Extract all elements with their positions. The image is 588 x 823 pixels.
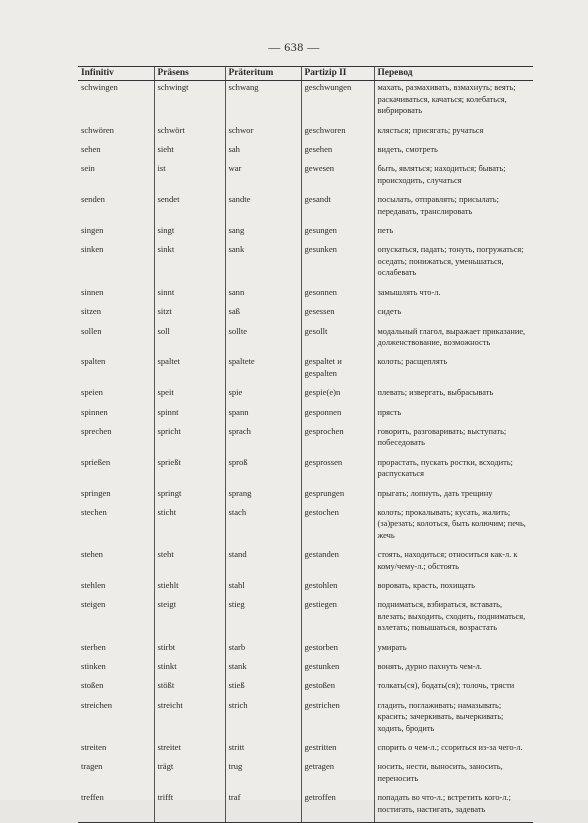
- praesens-cell: stirbt: [154, 641, 225, 660]
- translation-cell: клясться; присягать; ручаться: [374, 124, 533, 143]
- column-header-infinitiv: Infinitiv: [78, 67, 154, 81]
- partizip-cell: gestohlen: [301, 579, 374, 598]
- table-row: [78, 487, 533, 506]
- praesens-cell: schwingt: [154, 81, 225, 124]
- praeteritum-cell: trug: [225, 760, 301, 791]
- praeteritum-cell: spie: [225, 386, 301, 405]
- praeteritum-cell: strich: [225, 699, 301, 741]
- column-header-praesens: Präsens: [154, 67, 225, 81]
- infinitiv-cell: schwingen: [81, 82, 118, 93]
- translation-cell: умирать: [374, 641, 533, 660]
- praeteritum-cell: stach: [225, 506, 301, 548]
- table-row: [78, 243, 533, 285]
- praeteritum-cell: starb: [225, 641, 301, 660]
- table-row: [78, 425, 533, 456]
- infinitiv-cell: sein: [81, 163, 95, 174]
- translation-cell: толкать(ся), бодать(ся); толочь, трясти: [374, 679, 533, 698]
- partizip-cell: gestrichen: [301, 699, 374, 741]
- infinitiv-cell: tragen: [81, 761, 103, 772]
- infinitiv-cell: schwören: [81, 124, 114, 135]
- table-row: [78, 506, 533, 548]
- partizip-cell: gestanden: [301, 548, 374, 579]
- infinitiv-cell: stehen: [81, 549, 103, 560]
- infinitiv-cell: speien: [81, 387, 103, 398]
- translation-cell: прыгать; лопнуть, дать трещину: [374, 487, 533, 506]
- table-row: [78, 143, 533, 162]
- table-row: [78, 406, 533, 425]
- praeteritum-cell: schwang: [225, 81, 301, 124]
- infinitiv-cell: sprießen: [81, 456, 111, 467]
- table-row: [78, 224, 533, 243]
- partizip-cell: gesandt: [301, 193, 374, 224]
- praesens-cell: sendet: [154, 193, 225, 224]
- praeteritum-cell: sann: [225, 286, 301, 305]
- praesens-cell: sinkt: [154, 243, 225, 285]
- table-row: [78, 325, 533, 356]
- praeteritum-cell: war: [225, 162, 301, 193]
- translation-cell: опускаться, падать; тонуть, погружаться; оседать; понижаться, уменьшаться, ослабевать: [374, 243, 533, 285]
- praesens-cell: stiehlt: [154, 579, 225, 598]
- table-row: [78, 741, 533, 760]
- praeteritum-cell: stieß: [225, 679, 301, 698]
- translation-cell: гладить, поглаживать; намазывать; красить; зачеркивать, вычеркивать; ходить, бродить: [374, 699, 533, 741]
- translation-cell: стоять, находиться; относиться как-л. к кому/чему-л.; обстоять: [374, 548, 533, 579]
- infinitiv-cell: stinken: [81, 661, 106, 672]
- infinitiv-cell: streiten: [81, 742, 107, 753]
- partizip-cell: gesunken: [301, 243, 374, 285]
- praesens-cell: trifft: [154, 791, 225, 822]
- column-header-translation: Перевод: [374, 67, 533, 81]
- praeteritum-cell: sprang: [225, 487, 301, 506]
- translation-cell: посылать, отправлять; присылать; передавать, транслировать: [374, 193, 533, 224]
- praeteritum-cell: schwor: [225, 124, 301, 143]
- table-row: [78, 598, 533, 640]
- infinitiv-cell: sehen: [81, 144, 101, 155]
- praesens-cell: streicht: [154, 699, 225, 741]
- translation-cell: прорастать, пускать ростки, всходить; распускаться: [374, 456, 533, 487]
- praeteritum-cell: sproß: [225, 456, 301, 487]
- table-row: [78, 660, 533, 679]
- table-row: [78, 286, 533, 305]
- praeteritum-cell: sandte: [225, 193, 301, 224]
- table-row: [78, 305, 533, 324]
- praesens-cell: ist: [154, 162, 225, 193]
- table-row: [78, 124, 533, 143]
- praeteritum-cell: sank: [225, 243, 301, 285]
- partizip-cell: geschwungen: [301, 81, 374, 124]
- partizip-cell: gesungen: [301, 224, 374, 243]
- infinitiv-cell: sinken: [81, 244, 104, 255]
- praeteritum-cell: sprach: [225, 425, 301, 456]
- praeteritum-cell: sah: [225, 143, 301, 162]
- infinitiv-cell: spinnen: [81, 406, 108, 417]
- partizip-cell: getragen: [301, 760, 374, 791]
- partizip-cell: gesprochen: [301, 425, 374, 456]
- table-row: [78, 641, 533, 660]
- infinitiv-cell: steigen: [81, 599, 106, 610]
- praesens-cell: stinkt: [154, 660, 225, 679]
- partizip-cell: gespie(e)n: [301, 386, 374, 405]
- table-row: [78, 193, 533, 224]
- table-header-row: [78, 67, 533, 81]
- praesens-cell: sieht: [154, 143, 225, 162]
- praesens-cell: spricht: [154, 425, 225, 456]
- column-header-praeteritum: Präteritum: [225, 67, 301, 81]
- page-number: — 638 —: [268, 40, 320, 54]
- translation-cell: говорить, разговаривать; выступать; побеседовать: [374, 425, 533, 456]
- translation-cell: вонять, дурно пахнуть чем-л.: [374, 660, 533, 679]
- table-row: [78, 548, 533, 579]
- verb-table: [78, 66, 533, 823]
- praesens-cell: streitet: [154, 741, 225, 760]
- partizip-cell: gestorben: [301, 641, 374, 660]
- partizip-cell: gesessen: [301, 305, 374, 324]
- translation-cell: носить, нести, выносить, заносить, переносить: [374, 760, 533, 791]
- partizip-cell: gesonnen: [301, 286, 374, 305]
- translation-cell: колоть; прокалывать; кусать, жалить; (за)резать; колоться, быть колючим; печь, жечь: [374, 506, 533, 548]
- praeteritum-cell: spann: [225, 406, 301, 425]
- translation-cell: видеть, смотреть: [374, 143, 533, 162]
- table-row: [78, 386, 533, 405]
- translation-cell: махать, размахивать, взмахнуть; веять; раскачиваться, качаться; колебаться, вибрировать: [374, 81, 533, 124]
- infinitiv-cell: stoßen: [81, 680, 104, 691]
- translation-cell: спорить о чем-л.; ссориться из-за чего-л.: [374, 741, 533, 760]
- infinitiv-cell: sitzen: [81, 306, 102, 317]
- praesens-cell: steigt: [154, 598, 225, 640]
- table-row: [78, 81, 533, 124]
- praesens-cell: steht: [154, 548, 225, 579]
- praesens-cell: sinnt: [154, 286, 225, 305]
- praeteritum-cell: spaltete: [225, 355, 301, 386]
- translation-cell: плевать; извергать, выбрасывать: [374, 386, 533, 405]
- partizip-cell: gesollt: [301, 325, 374, 356]
- praesens-cell: sprießt: [154, 456, 225, 487]
- table-row: [78, 162, 533, 193]
- partizip-cell: gesehen: [301, 143, 374, 162]
- infinitiv-cell: sprechen: [81, 425, 112, 436]
- translation-cell: быть, являться; находиться; бывать; происходить, случаться: [374, 162, 533, 193]
- praesens-cell: singt: [154, 224, 225, 243]
- partizip-cell: gestochen: [301, 506, 374, 548]
- praesens-cell: springt: [154, 487, 225, 506]
- partizip-cell: gespaltet и gespalten: [301, 355, 374, 386]
- infinitiv-cell: stechen: [81, 506, 107, 517]
- infinitiv-cell: treffen: [78, 791, 154, 822]
- partizip-cell: gewesen: [301, 162, 374, 193]
- partizip-cell: gesprossen: [301, 456, 374, 487]
- table-row: [78, 355, 533, 386]
- translation-cell: петь: [374, 224, 533, 243]
- infinitiv-cell: senden: [81, 194, 105, 205]
- praeteritum-cell: stand: [225, 548, 301, 579]
- praesens-cell: stößt: [154, 679, 225, 698]
- infinitiv-cell: sollen: [81, 325, 102, 336]
- table-row: [78, 679, 533, 698]
- praesens-cell: spaltet: [154, 355, 225, 386]
- praeteritum-cell: stahl: [225, 579, 301, 598]
- infinitiv-cell: spalten: [81, 356, 106, 367]
- translation-cell: прясть: [374, 406, 533, 425]
- partizip-cell: getroffen: [301, 791, 374, 822]
- partizip-cell: gestritten: [301, 741, 374, 760]
- praeteritum-cell: traf: [225, 791, 301, 822]
- praesens-cell: soll: [154, 325, 225, 356]
- translation-cell: колоть; расщеплять: [374, 355, 533, 386]
- praeteritum-cell: sang: [225, 224, 301, 243]
- translation-cell: сидеть: [374, 305, 533, 324]
- translation-cell: воровать, красть, похищать: [374, 579, 533, 598]
- table-row: [78, 791, 533, 822]
- infinitiv-cell: sinnen: [81, 286, 104, 297]
- praeteritum-cell: stritt: [225, 741, 301, 760]
- infinitiv-cell: streichen: [81, 699, 113, 710]
- table-row: [78, 579, 533, 598]
- table-row: [78, 760, 533, 791]
- partizip-cell: gestiegen: [301, 598, 374, 640]
- partizip-cell: geschworen: [301, 124, 374, 143]
- partizip-cell: gesprungen: [301, 487, 374, 506]
- praeteritum-cell: stieg: [225, 598, 301, 640]
- translation-cell: подниматься, взбираться, вставать, влезать; выходить, сходить, подниматься, взлетать; повышаться, возрастать: [374, 598, 533, 640]
- infinitiv-cell: stehlen: [81, 580, 106, 590]
- praeteritum-cell: sollte: [225, 325, 301, 356]
- infinitiv-cell: singen: [81, 225, 104, 236]
- praesens-cell: schwört: [154, 124, 225, 143]
- praeteritum-cell: stank: [225, 660, 301, 679]
- praesens-cell: speit: [154, 386, 225, 405]
- translation-cell: попадать во что-л.; встретить кого-л.; постигать, настигать, задевать: [374, 791, 533, 822]
- praesens-cell: spinnt: [154, 406, 225, 425]
- table-row: [78, 456, 533, 487]
- table-row: [78, 699, 533, 741]
- partizip-cell: gesponnen: [301, 406, 374, 425]
- infinitiv-cell: sterben: [81, 641, 106, 652]
- translation-cell: замышлять что-л.: [374, 286, 533, 305]
- translation-cell: модальный глагол, выражает приказание, долженствование, возможность: [374, 325, 533, 356]
- column-header-partizip: Partizip II: [301, 67, 374, 81]
- infinitiv-cell: springen: [81, 487, 111, 498]
- praeteritum-cell: saß: [225, 305, 301, 324]
- partizip-cell: gestoßen: [301, 679, 374, 698]
- praesens-cell: sitzt: [154, 305, 225, 324]
- partizip-cell: gestunken: [301, 660, 374, 679]
- praesens-cell: trägt: [154, 760, 225, 791]
- praesens-cell: sticht: [154, 506, 225, 548]
